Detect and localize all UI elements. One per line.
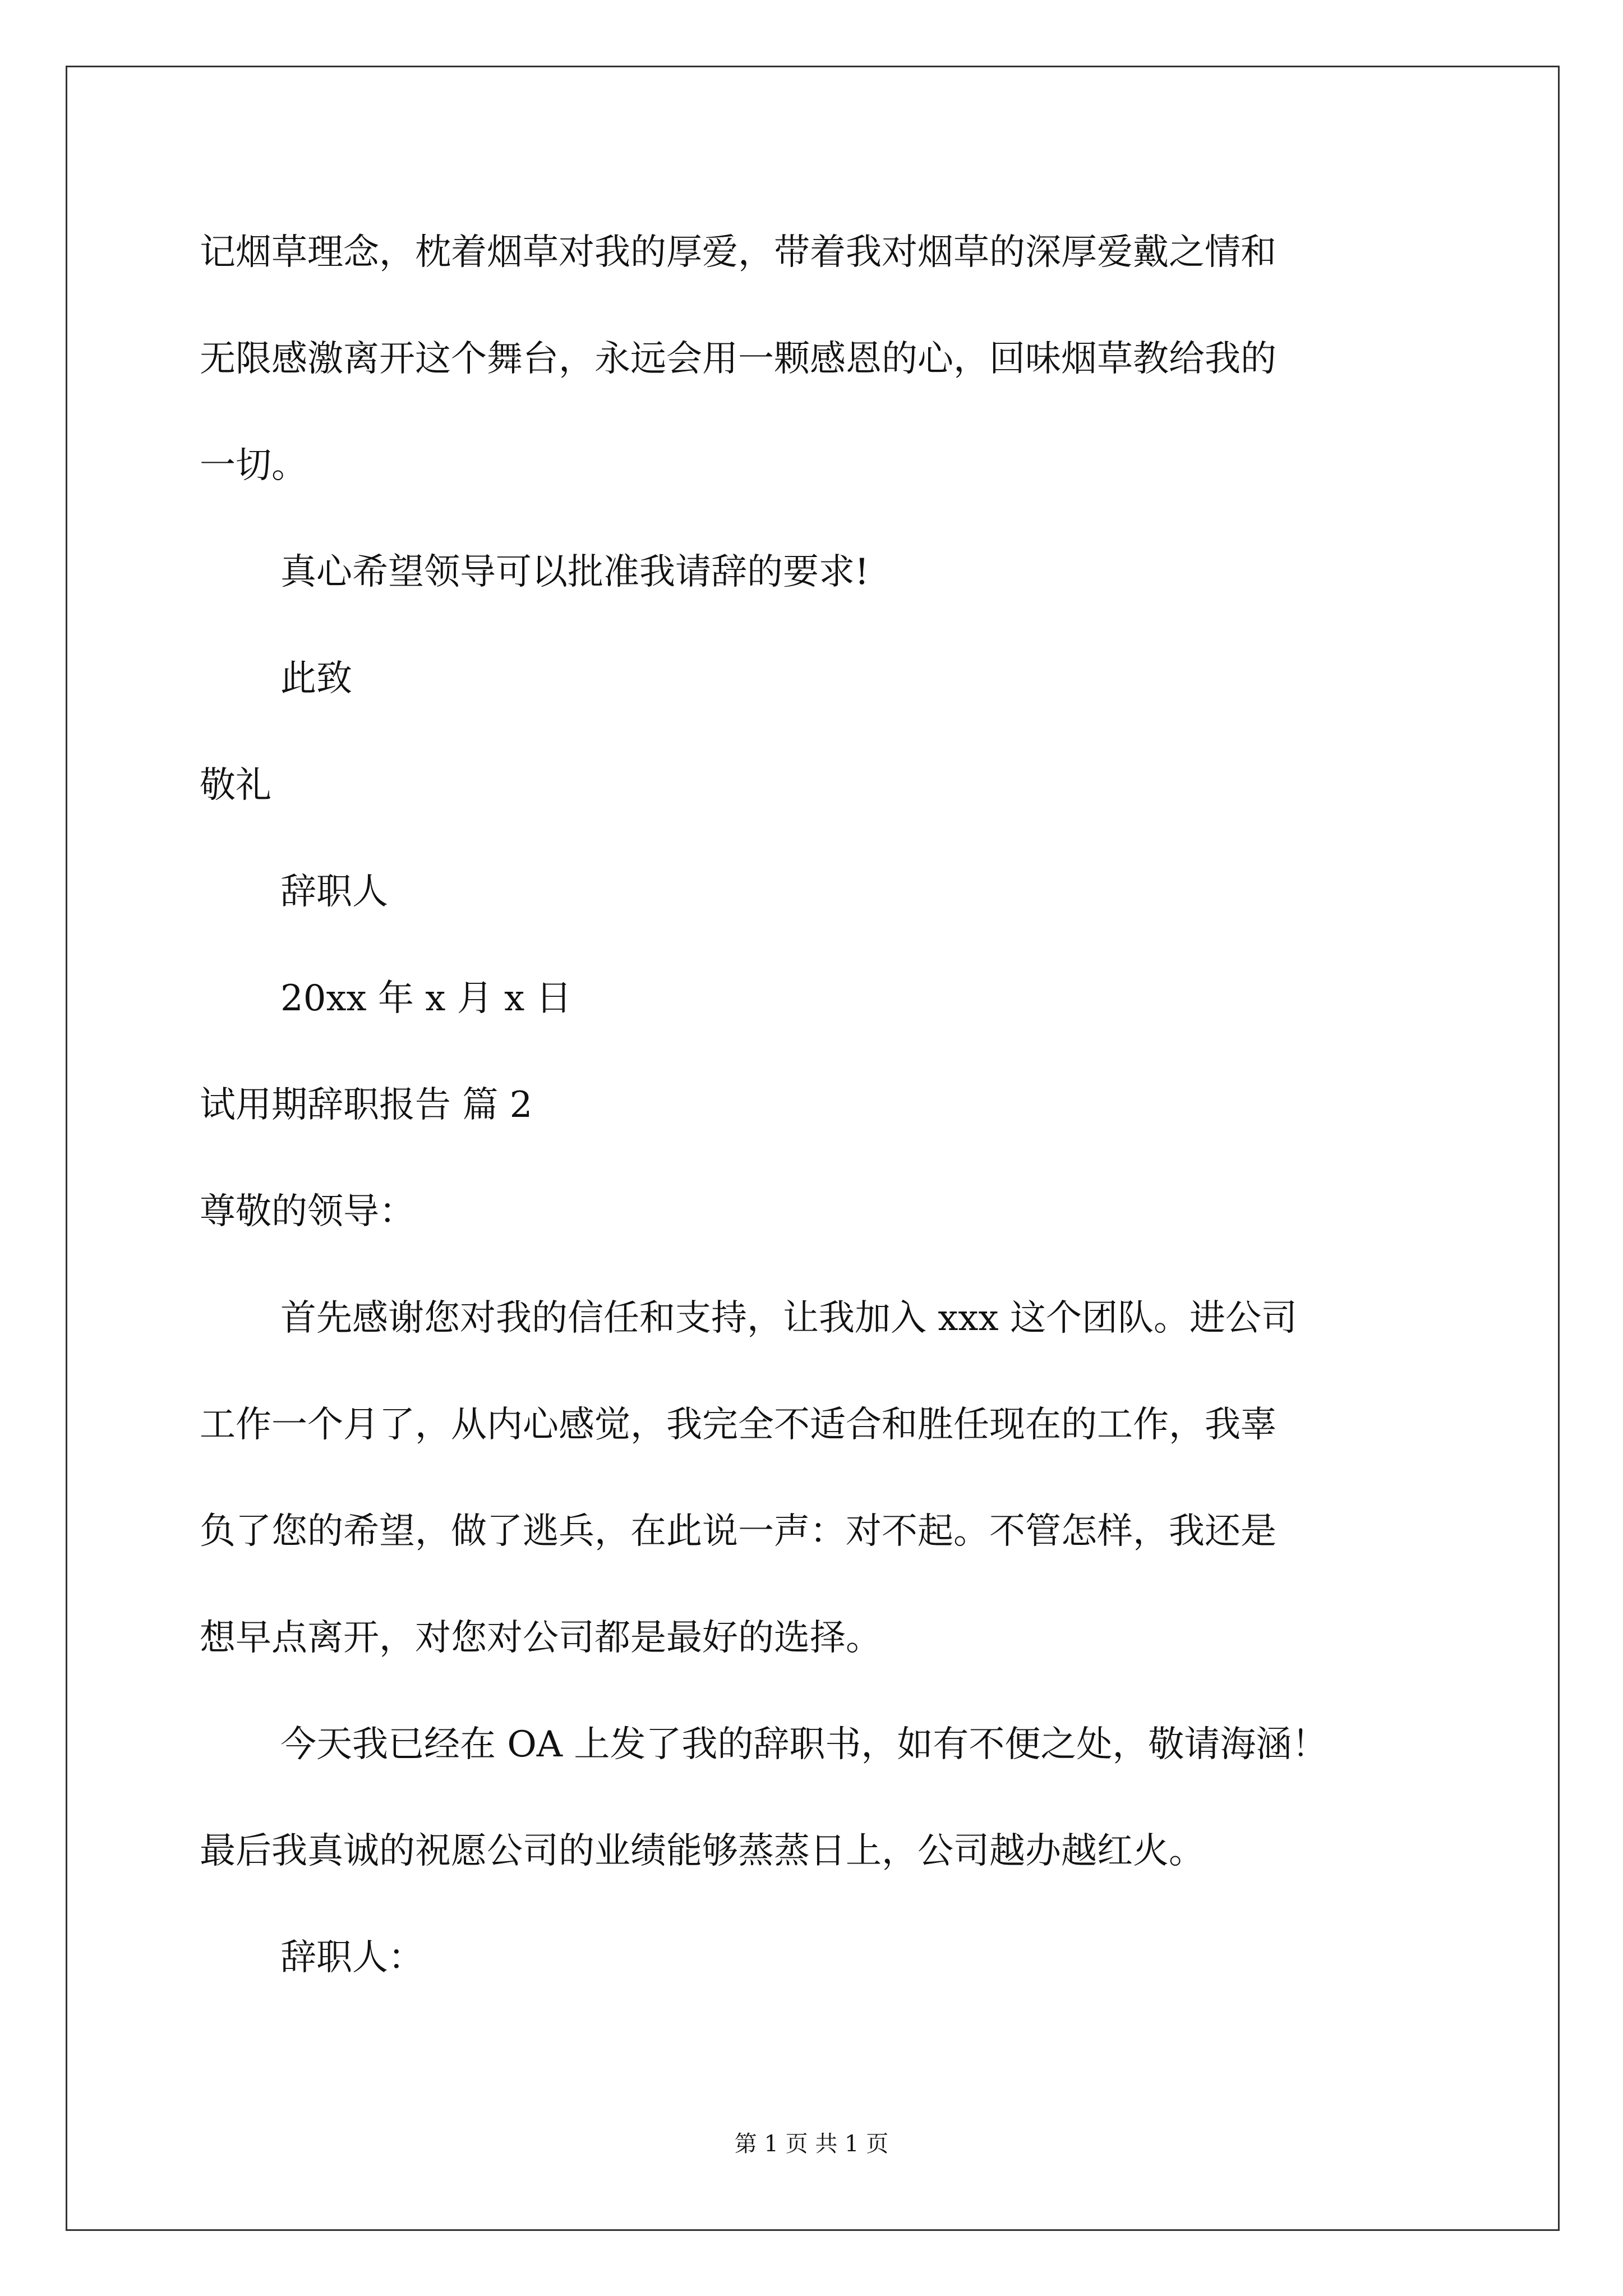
body-line-9: 最后我真诚的祝愿公司的业绩能够蒸蒸日上，公司越办越红火。 xyxy=(200,1830,1205,1872)
closing-cizhi: 此致 xyxy=(280,658,352,700)
body-line-3: 一切。 xyxy=(200,445,307,486)
body-line-8: 今天我已经在 OA 上发了我的辞职书，如有不便之处，敬请海涵！ xyxy=(280,1724,1328,1765)
body-line-4: 首先感谢您对我的信任和支持，让我加入 xxx 这个团队。进公司 xyxy=(280,1297,1297,1339)
signature-label-2: 辞职人： xyxy=(280,1937,424,1978)
closing-jingli: 敬礼 xyxy=(200,765,271,806)
signature-label: 辞职人 xyxy=(280,871,388,913)
body-line-2: 无限感激离开这个舞台，永远会用一颗感恩的心，回味烟草教给我的 xyxy=(200,338,1276,380)
salutation: 尊敬的领导： xyxy=(200,1191,415,1232)
body-line-6: 负了您的希望，做了逃兵，在此说一声：对不起。不管怎样，我还是 xyxy=(200,1511,1276,1552)
date-line: 20xx 年 x 月 x 日 xyxy=(280,978,572,1019)
body-line-1: 记烟草理念，枕着烟草对我的厚爱，带着我对烟草的深厚爱戴之情和 xyxy=(200,232,1276,273)
body-line-7: 想早点离开，对您对公司都是最好的选择。 xyxy=(200,1617,882,1659)
section-title: 试用期辞职报告 篇 2 xyxy=(200,1084,533,1126)
page-number-footer: 第 1 页 共 1 页 xyxy=(734,2131,889,2157)
page-border xyxy=(66,66,1560,2231)
body-line-5: 工作一个月了，从内心感觉，我完全不适合和胜任现在的工作，我辜 xyxy=(200,1404,1276,1446)
request-line: 真心希望领导可以批准我请辞的要求! xyxy=(280,551,869,593)
